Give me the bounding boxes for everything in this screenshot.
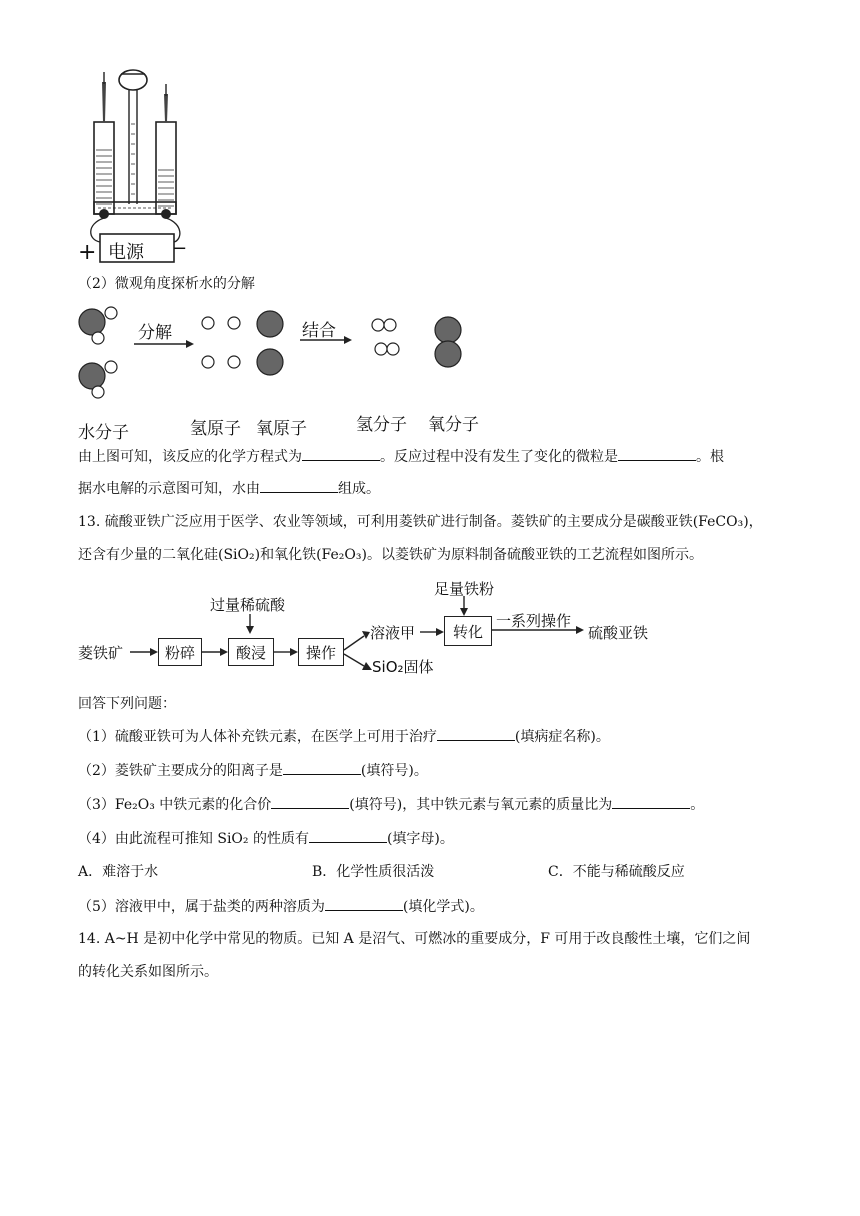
answer-blank[interactable] <box>271 794 349 809</box>
answer-blank[interactable] <box>612 794 690 809</box>
answer-blank[interactable] <box>325 896 403 911</box>
flow-reagent-iron-powder: 足量铁粉 <box>434 580 495 598</box>
q13-option-b[interactable]: B．化学性质很活泼 <box>312 864 435 880</box>
flow-step-series: 一系列操作 <box>496 612 572 630</box>
q13-part3: （3）Fe₂O₃ 中铁元素的化合价 (填符号)，其中铁元素与氧元素的质量比为 。 <box>78 794 704 815</box>
flow-box-crush: 粉碎 <box>158 638 202 666</box>
water-decomposition-diagram <box>76 300 496 400</box>
q13-part4: （4）由此流程可推知 SiO₂ 的性质有 (填字母)。 <box>78 828 454 849</box>
answer-blank[interactable] <box>260 478 338 493</box>
label-hydrogen-molecule: 氢分子 <box>356 415 407 435</box>
answer-blank[interactable] <box>618 446 696 461</box>
q12-line2: 据水电解的示意图可知，水由 组成。 <box>78 478 380 499</box>
answer-blank[interactable] <box>283 760 361 775</box>
negative-terminal: − <box>172 238 188 259</box>
flow-start-ore: 菱铁矿 <box>78 644 124 662</box>
answer-blank[interactable] <box>309 828 387 843</box>
answer-blank[interactable] <box>437 726 515 741</box>
label-water-molecule: 水分子 <box>78 423 129 443</box>
q13-stem-line1: 13. 硫酸亚铁广泛应用于医学、农业等领域，可利用菱铁矿进行制备。菱铁矿的主要成分是碳酸亚铁(FeCO₃)， <box>78 514 763 530</box>
q14-stem-line2: 的转化关系如图所示。 <box>78 964 218 980</box>
q13-option-a[interactable]: A．难溶于水 <box>78 864 159 880</box>
arrow-decompose-label: 分解 <box>138 323 172 343</box>
label-oxygen-molecule: 氧分子 <box>428 415 479 435</box>
q13-part2: （2）菱铁矿主要成分的阳离子是 (填符号)。 <box>78 760 428 781</box>
flow-reagent-sulfuric-acid: 过量稀硫酸 <box>210 596 286 614</box>
arrow-combine-label: 结合 <box>302 321 336 341</box>
flow-sio2-solid: SiO₂固体 <box>372 658 434 676</box>
flow-box-operation: 操作 <box>298 638 344 666</box>
q12-line1: 由上图可知，该反应的化学方程式为 。反应过程中没有发生了变化的微粒是 。根 <box>78 446 724 467</box>
power-source-label: 电源 <box>108 242 144 263</box>
label-hydrogen-atom: 氢原子 <box>190 419 241 439</box>
positive-terminal: + <box>78 240 97 265</box>
q13-part1: （1）硫酸亚铁可为人体补充铁元素，在医学上可用于治疗 (填病症名称)。 <box>78 726 610 747</box>
q13-part5: （5）溶液甲中，属于盐类的两种溶质为 (填化学式)。 <box>78 896 484 917</box>
flow-box-acid-leach: 酸浸 <box>228 638 274 666</box>
label-oxygen-atom: 氧原子 <box>256 419 307 439</box>
q14-stem-line1: 14. A~H 是初中化学中常见的物质。已知 A 是沼气、可燃冰的重要成分，F 可用于改良酸性土壤，它们之间 <box>78 931 751 947</box>
flow-solution-a: 溶液甲 <box>370 624 416 642</box>
answer-blank[interactable] <box>302 446 380 461</box>
electrolysis-apparatus <box>76 64 276 264</box>
q13-stem-line2: 还含有少量的二氧化硅(SiO₂)和氧化铁(Fe₂O₃)。以菱铁矿为原料制备硫酸亚铁的工艺流程如图所示。 <box>78 547 703 563</box>
flow-box-convert: 转化 <box>444 616 492 646</box>
q13-option-c[interactable]: C．不能与稀硫酸反应 <box>548 864 685 880</box>
q13-answer-intro: 回答下列问题： <box>78 696 176 712</box>
q12-part2-heading: （2）微观角度探析水的分解 <box>78 276 255 292</box>
flow-end-ferrous-sulfate: 硫酸亚铁 <box>588 624 649 642</box>
